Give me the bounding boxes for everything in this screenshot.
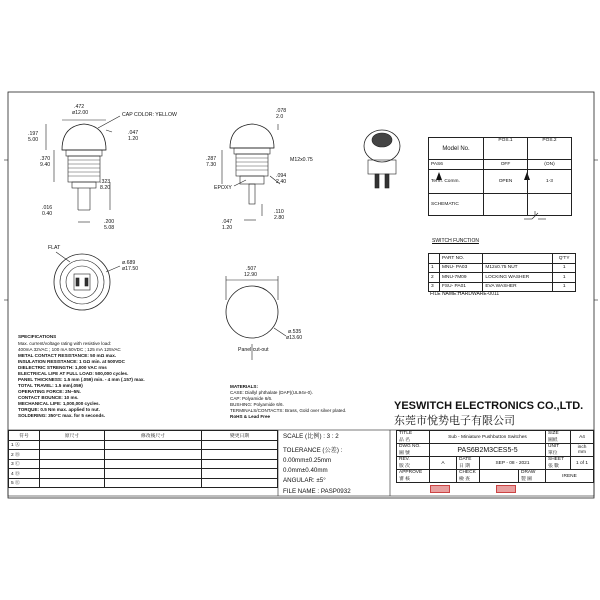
tolerance-2: 0.0mm±0.40mm [283, 467, 328, 474]
size-value: A4 [571, 431, 594, 444]
table-row [9, 450, 278, 460]
check-stamp-cell [480, 470, 519, 483]
table-row [9, 459, 278, 469]
parts-n: 2 [429, 273, 440, 283]
rev-symbol-header: 符号 [9, 431, 40, 441]
dim-8-2: 8.20 [100, 185, 111, 191]
parts-part: MNU- PA03 [440, 263, 483, 273]
model-label: PAS6 [429, 160, 484, 170]
scale-text: SCALE (比例) : 3 : 2 [283, 433, 339, 440]
spec-line: TORQUE: 0.5 Nm max. applied to nut. [18, 407, 100, 412]
tolerance-label: TOLERANCE (公差) : [283, 447, 343, 454]
title-label: TITLE [399, 431, 413, 436]
rev-symbol: Ⓔ [15, 481, 20, 487]
iso-view [364, 130, 400, 188]
sheet-value: 1 of 1 [571, 457, 594, 470]
rev-symbol: Ⓐ [15, 443, 20, 449]
draw-label: DRAW [520, 470, 536, 475]
rev-row-number: 4 [11, 471, 14, 477]
dim-110: .110 [274, 209, 284, 215]
spec-line: CONTACT BOUNCE: 10 ms. [18, 395, 79, 400]
rev-modified-header: 修改後尺寸 [105, 431, 202, 441]
date-value: SEP - 08 - 2021 [480, 457, 546, 470]
date-label: DATE [459, 457, 472, 462]
company-name-cn: 东莞市悅势电子有限公司 [394, 415, 515, 427]
rev-symbol: Ⓑ [15, 452, 20, 458]
parts-desc-header [483, 254, 553, 264]
drawing-number: PAS6B2M3CES5-5 [430, 444, 546, 457]
check-label: CHECK [459, 470, 476, 475]
side-view [222, 124, 280, 220]
unit-label: UNIT [548, 444, 560, 449]
pos2-state: (ON) [528, 160, 572, 170]
company-name-en: YESWITCH ELECTRONICS CO.,LTD. [394, 400, 584, 412]
parts-qty: 1 [553, 273, 576, 283]
dim-689: ø.689 [122, 260, 136, 266]
epoxy-note: EPOXY [214, 185, 232, 191]
spec-line: METAL CONTACT RESISTANCE: 50 mΩ max. [18, 353, 117, 358]
dim-2-0: 2.0 [276, 114, 284, 120]
rev-label: REV. [399, 457, 410, 462]
approve-label: APPROVE [399, 470, 423, 475]
rev-date-header: 變更日期 [202, 431, 278, 441]
switch-function-caption: SWITCH FUNCTION [432, 238, 479, 244]
pos1-term: OPEN [484, 169, 528, 193]
model-no-header: Model No. [429, 138, 484, 160]
size-label-cn: 圖紙 [548, 438, 558, 443]
sheet-label: SHEET [548, 457, 564, 462]
title-label-cn: 品 名 [399, 438, 410, 443]
parts-table [428, 253, 576, 292]
parts-desc: EVA WASHER [483, 282, 553, 292]
pos1-state: OFF [484, 160, 528, 170]
material-line: TERMINALS/CONTACTS: Brass, Gold over silver plated. [230, 408, 347, 413]
draw-value: IRENE [546, 470, 594, 483]
schematic-pos2 [528, 193, 572, 215]
angular-tolerance: ANGULAR: ±5° [283, 477, 326, 484]
dim-094: .094 [276, 173, 287, 179]
dim-047-side: .047 [222, 219, 233, 225]
dim-13-6: ø13.60 [286, 335, 303, 341]
schematic-pos1 [484, 193, 528, 215]
dim-2-4: 2.40 [276, 179, 287, 185]
table-row [9, 440, 278, 450]
parts-n: 3 [429, 282, 440, 292]
rev-row-number: 5 [11, 481, 14, 487]
dim-535: ø.535 [288, 329, 302, 335]
material-line: RoHS & Lead Free [230, 414, 271, 419]
tolerance-1: 0.00mm±0.25mm [283, 457, 332, 464]
parts-n: 1 [429, 263, 440, 273]
rev-symbol: Ⓓ [15, 471, 20, 477]
parts-qty-header: Q'TY [553, 254, 576, 264]
dim-2-8: 2.80 [274, 215, 285, 221]
rev-label-cn: 版 次 [399, 464, 410, 469]
dim-1-2-front: 1.20 [128, 136, 139, 142]
front-view [46, 116, 120, 222]
spec-line: 400mA 32VAC ; 100 mA 50VDC ; 125 mA 125VAC [18, 347, 121, 352]
specifications-title: SPECIFICATIONS [18, 334, 57, 339]
spec-line: TOTAL TRAVEL: 1.5 mm(.059) [18, 383, 83, 388]
unit-value: inch mm [571, 444, 594, 457]
bottom-view [54, 252, 120, 310]
pos2-term: 1-3 [528, 169, 572, 193]
revision-table [8, 430, 278, 488]
parts-qty: 1 [553, 282, 576, 292]
model-table [428, 137, 572, 216]
table-row [429, 263, 576, 273]
pos1-header: POS.1 [484, 138, 528, 160]
thread-note: M12x0.75 [290, 157, 313, 163]
term-comm-label: Term. Comm. [429, 169, 484, 193]
dim-370: .370 [40, 156, 51, 162]
dim-472: .472 [74, 104, 85, 110]
material-line: CASE: Diallyl phthalate (DAP)(UL94v-0). [230, 390, 313, 395]
dim-078: .078 [276, 108, 287, 114]
rev-row-number: 1 [11, 443, 14, 449]
draw-label-cn: 製 圖 [520, 477, 532, 482]
dim-12-9: 12.90 [244, 272, 257, 278]
cap-color-note: CAP COLOR: YELLOW [122, 112, 177, 118]
dim-5: 5.00 [28, 137, 39, 143]
drawing-title: Sub - Miniature Pushbutton Switches [430, 431, 546, 444]
parts-qty: 1 [553, 263, 576, 273]
table-row [9, 469, 278, 479]
spec-line: DIELECTRIC STRENGTH: 1,000 VAC rms [18, 365, 107, 370]
dim-7-3: 7.30 [206, 162, 217, 168]
sheet-label-cn: 張 數 [548, 464, 559, 469]
spec-line: Max. current/voltage rating with resistive load: [18, 341, 112, 346]
approve-label-cn: 審 核 [399, 477, 410, 482]
material-line: BUSHING: Polyamide 6/6. [230, 402, 284, 407]
pos2-header: POS.2 [528, 138, 572, 160]
dim-1-2-side: 1.20 [222, 225, 233, 231]
rev-original-header: 原尺寸 [40, 431, 105, 441]
parts-part: MNU-7M09 [440, 273, 483, 283]
parts-file-name: FILE NAME:HARDWARE-0011 [430, 291, 500, 297]
dim-9-4: 9.40 [40, 162, 51, 168]
spec-line: MECHANICAL LIFE: 1,000,000 cycles. [18, 401, 100, 406]
dim-323: .323 [100, 179, 111, 185]
approve-stamp [430, 485, 450, 493]
parts-n-header [429, 254, 440, 264]
dim-200: .200 [104, 219, 115, 225]
spec-line: OPERATING FORCE: 2N~5N. [18, 389, 81, 394]
spec-line: SOLDERING: 350°C max. for 5 seconds. [18, 413, 106, 418]
dim-12: ø12.00 [72, 110, 89, 116]
schematic-label: SCHEMATIC [429, 193, 484, 215]
parts-part-header: PART NO. [440, 254, 483, 264]
dim-016: .016 [42, 205, 53, 211]
check-label-cn: 檢 查 [459, 477, 470, 482]
dim-5-08: 5.08 [104, 225, 115, 231]
approve-stamp-cell [430, 470, 457, 483]
dim-507: .507 [246, 266, 257, 272]
file-name: FILE NAME : PASP0932 [283, 488, 351, 495]
unit-label-cn: 單位 [548, 451, 558, 456]
parts-desc: LOCKING WASHER [483, 273, 553, 283]
dim-17-5: ø17.50 [122, 266, 139, 272]
rev-symbol: Ⓒ [15, 462, 20, 468]
rev-row-number: 2 [11, 452, 14, 458]
date-label-cn: 日 期 [459, 464, 470, 469]
parts-part: FSU- PA01 [440, 282, 483, 292]
material-line: CAP: Polyamide 6/6. [230, 396, 273, 401]
size-label: SIZE [548, 431, 559, 436]
spec-line: ELECTRICAL LIFE AT FULL LOAD: 500,000 cycles. [18, 371, 129, 376]
flat-note: FLAT [48, 245, 61, 251]
table-row [429, 273, 576, 283]
check-stamp [496, 485, 516, 493]
panel-label: Panel cut-out [238, 347, 269, 353]
parts-desc: M12x0.75 NUT [483, 263, 553, 273]
spec-line: INSULATION RESISTANCE: 1 GΩ min. at 500VDC [18, 359, 125, 364]
dim-197: .197 [28, 131, 39, 137]
dim-0-4: 0.40 [42, 211, 53, 217]
materials-title: MATERIALS: [230, 384, 258, 389]
rev-row-number: 3 [11, 462, 14, 468]
dim-047-front: .047 [128, 130, 139, 136]
dim-287: .287 [206, 156, 217, 162]
table-row [9, 478, 278, 488]
rev-value: A [430, 457, 457, 470]
title-block-table [396, 430, 594, 483]
dwg-label: DWG NO. [399, 444, 421, 449]
spec-line: PANEL THICKNESS: 1.5 mm (.059) min. - 4 mm (.157) max. [18, 377, 145, 382]
dwg-label-cn: 圖 號 [399, 451, 410, 456]
